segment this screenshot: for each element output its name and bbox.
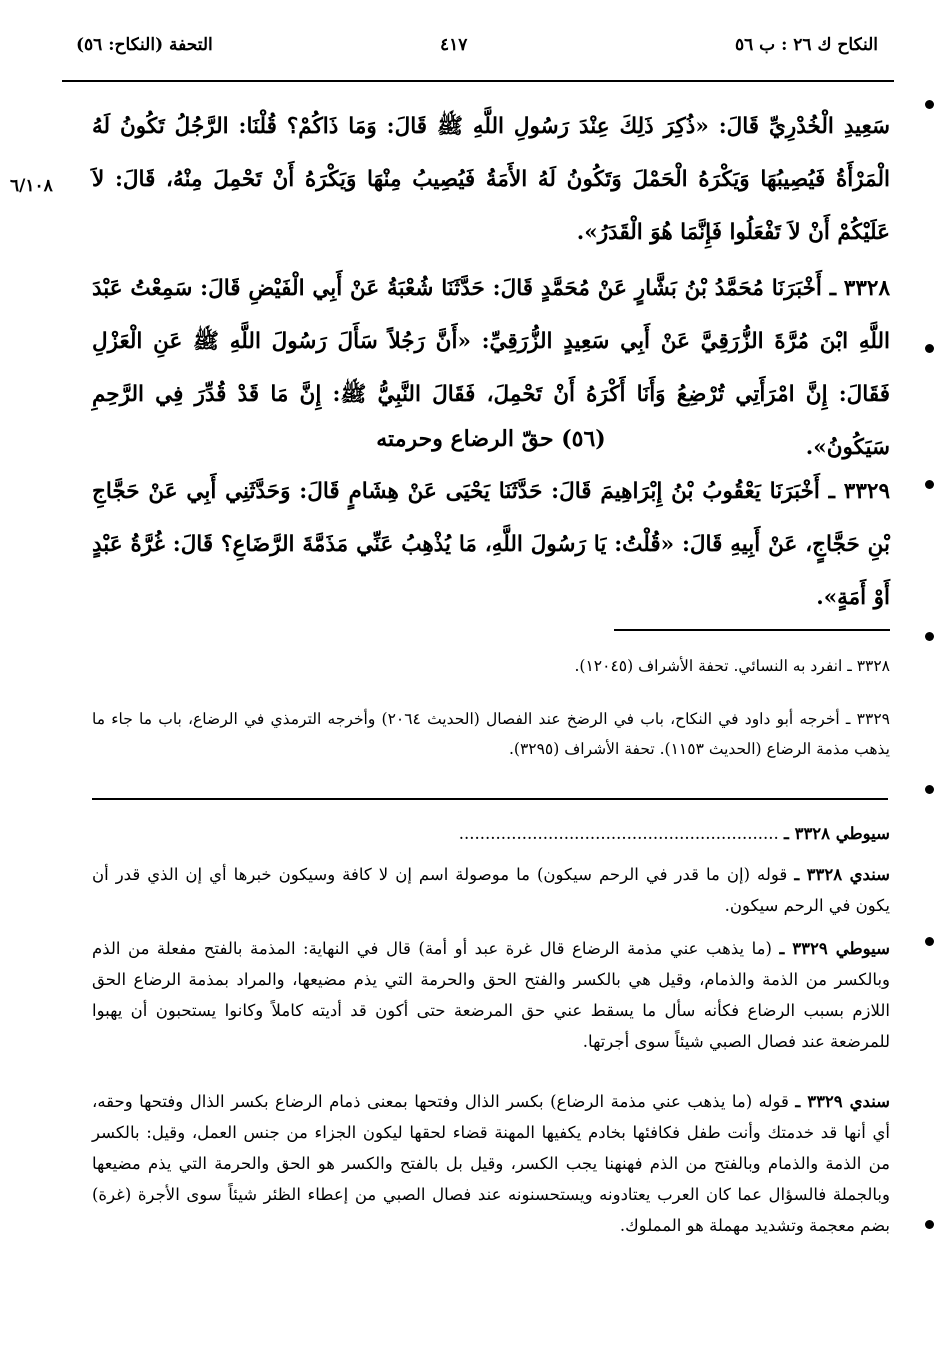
- margin-bullet: [925, 785, 934, 794]
- commentary-suyuti-3329: [92, 933, 890, 1057]
- commentary-suyuti-3328: [92, 818, 890, 849]
- commentary-label: سندي ٣٣٢٩ ـ: [795, 1092, 890, 1111]
- commentary-dots: .............................................................: [458, 824, 779, 843]
- margin-reference: ٦/١٠٨: [10, 176, 53, 196]
- commentary-label: سندي ٣٣٢٨ ـ: [794, 865, 891, 884]
- commentary-sindi-3328: [92, 859, 890, 921]
- hadith-number: ٣٣٢٨ ـ: [829, 276, 890, 301]
- commentary-separator: [92, 798, 888, 800]
- margin-bullet: [925, 1220, 934, 1229]
- hadith-text: أَخْبَرَنَا مُحَمَّدُ بْنُ بَشَّارٍ عَنْ مُحَمَّدٍ قَالَ: حَدَّثَنَا شُعْبَةُ عَنْ أَبِي الْفَيْضِ قَالَ: سَمِعْتُ عَبْدَ اللَّهِ ابْنَ مُرَّةَ الزُّرَقِيَّ عَنْ أَبِي سَعِيدٍ الزُّرَقِيِّ: «أَنَّ رَجُلاً سَأَلَ رَسُولَ اللَّهِ ﷺ عَنِ الْعَزْلِ فَقَالَ: إِنَّ امْرَأَتِي تُرْضِعُ وَأَنَا أَكْرَهُ أَنْ تَحْمِلَ، فَقَالَ النَّبِيُّ ﷺ: إِنَّ مَا قَدْ قُدِّرَ فِي الرَّحِمِ سَيَكُونُ».: [92, 276, 890, 460]
- footnote-3329: ٣٣٢٩ ـ أخرجه أبو داود في النكاح، باب في الرضخ عند الفصال (الحديث ٢٠٦٤) وأخرجه الترمذي في الرضاع، باب ما جاء ما يذهب مذمة الرضاع (الحديث ١١٥٣). تحفة الأشراف (٣٢٩٥).: [92, 710, 890, 758]
- margin-bullet: [925, 100, 934, 109]
- margin-bullet: [925, 937, 934, 946]
- hadith-3327-continuation: سَعِيدِ الْخُدْرِيِّ قَالَ: «ذُكِرَ ذَلِكَ عِنْدَ رَسُولِ اللَّهِ ﷺ قَالَ: وَمَا ذَاكُمْ؟ قُلْنَا: الرَّجُلُ تَكُونُ لَهُ الْمَرْأَةُ فَيُصِيبُهَا وَيَكْرَهُ الْحَمْلَ وَتَكُونُ لَهُ الأَمَةُ فَيُصِيبُ مِنْهَا وَيَكْرَهُ أَنْ تَحْمِلَ مِنْهُ، قَالَ: لاَ عَلَيْكُمْ أَنْ لاَ تَفْعَلُوا فَإِنَّمَا هُوَ الْقَدَرُ».: [92, 114, 890, 245]
- header-tuhfa-ref: التحفة (النكاح: ٥٦): [76, 35, 213, 55]
- hadith-number: ٣٣٢٩ ـ: [828, 479, 890, 504]
- commentary-label: سيوطي ٣٣٢٩ ـ: [779, 939, 890, 958]
- margin-bullet: [925, 632, 934, 641]
- hadith-3329: [92, 465, 890, 624]
- header-chapter-ref: النكاح ك ٢٦ : ب ٥٦: [734, 35, 878, 55]
- commentary-sindi-3329: [92, 1086, 890, 1241]
- header-rule: [62, 80, 894, 82]
- margin-bullet: [925, 344, 934, 353]
- footnote-separator: [614, 629, 890, 631]
- commentary-text: قوله (إن ما قدر في الرحم سيكون) ما موصولة اسم إن لا كافة وسيكون خبرها أي إن الذي قدر أن يكون في الرحم سيكون.: [92, 865, 890, 915]
- commentary-label: سيوطي ٣٣٢٨ ـ: [783, 824, 890, 843]
- margin-bullet: [925, 480, 934, 489]
- chapter-title: (٥٦) حقّ الرضاع وحرمته: [376, 426, 606, 452]
- commentary-text: (ما يذهب عني مذمة الرضاع قال غرة عبد أو أمة) قال في النهاية: المذمة بالفتح مفعلة من الذم وبالكسر من الذمة والذمام، وقيل هي بالكسر والفتح الحق والحرمة التي يذم مضيعها، والمراد بمذمة الرضاع الحق اللازم بسبب الرضاع فكأنه سأل ما يسقط عني حق المرضعة حتى أكون قد أديته كاملاً وكانوا يستحبون أن يهبوا للمرضعة عند فصال الصبي شيئاً سوى أجرتها.: [92, 939, 890, 1051]
- footnote-3328: ٣٣٢٨ ـ انفرد به النسائي. تحفة الأشراف (١٢٠٤٥).: [574, 657, 890, 675]
- hadith-text: أَخْبَرَنَا يَعْقُوبُ بْنُ إِبْرَاهِيمَ قَالَ: حَدَّثَنَا يَحْيَى عَنْ هِشَامٍ قَالَ: وَحَدَّثَنِي أَبِي عَنْ حَجَّاجِ بْنِ حَجَّاجٍ، عَنْ أَبِيهِ قَالَ: «قُلْتُ: يَا رَسُولَ اللَّهِ، مَا يُذْهِبُ عَنِّي مَذَمَّةَ الرَّضَاعِ؟ قَالَ: غُرَّةُ عَبْدٍ أَوْ أَمَةٍ».: [92, 479, 890, 610]
- commentary-text: قوله (ما يذهب عني مذمة الرضاع) بكسر الذال وفتحها بمعنى ذمام الرضاع بكسر الذال وفتحها وحقه، أي أنها قد خدمتك وأنت طفل فكافئها بخادم يكفيها المهنة قضاء لحقها ليكون الجزاء من جنس العمل، وقيل: بالكسر من الذمة والذمام وبالفتح من الذم فهنهنا يجب الكسر، وقيل بل بالفتح والكسر هو الحق والحرمة التي يذم مضيعها وبالجملة فالسؤال عما كان العرب يعتادونه ويستحسنونه عند فصال الصبي من إعطاء الظئر شيئاً سوى الأجرة (غرة) بضم معجمة وتشديد مهملة هو المملوك.: [92, 1092, 890, 1235]
- page-number: ٤١٧: [440, 35, 468, 55]
